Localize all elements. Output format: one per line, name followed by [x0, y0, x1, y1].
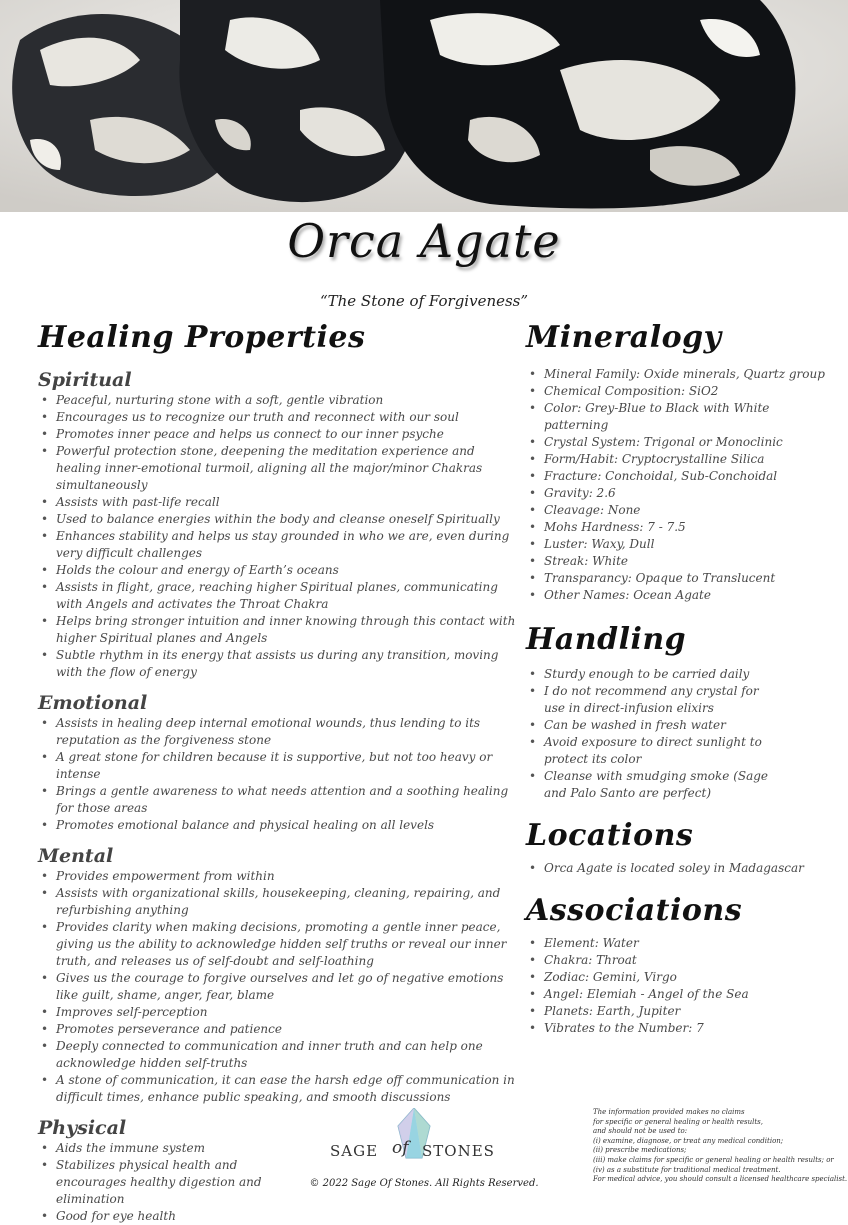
list-item: • Luster: Waxy, Dull [526, 536, 826, 553]
list-item: • Gives us the courage to forgive ourselves and let go of negative emotions like guilt, shame, anger, fear, blame [38, 970, 516, 1004]
disclaimer [593, 1108, 848, 1185]
healing-properties-heading: Healing Properties [38, 320, 366, 355]
mental-heading: Mental [38, 845, 114, 867]
healing-properties-section [38, 318, 516, 1225]
hero-photo [0, 0, 848, 212]
mineralogy-list [526, 366, 826, 604]
list-item: • Angel: Elemiah - Angel of the Sea [526, 986, 826, 1003]
list-item: • Subtle rhythm in its energy that assists us during any transition, moving with the flow of energy [38, 647, 516, 681]
list-item: • Mineral Family: Oxide minerals, Quartz group [526, 366, 826, 383]
disclaimer-line: For medical advice, you should consult a licensed healthcare specialist. [593, 1175, 848, 1184]
mental-list [38, 868, 516, 1106]
list-item: • Provides clarity when making decisions, promoting a gentle inner peace, giving us the ability to acknowledge hidden self truths or reveal our inner truth, and releases us of self-doubt and self-loathing [38, 919, 516, 970]
disclaimer-line: (iii) make claims for specific or general healing or health results; or [593, 1155, 834, 1164]
list-item: • Assists with organizational skills, housekeeping, cleaning, repairing, and refurbishing anything [38, 885, 516, 919]
orca-agate-photo [0, 0, 848, 212]
page-subtitle: “The Stone of Forgiveness” [319, 292, 529, 310]
emotional-heading: Emotional [38, 692, 148, 714]
locations-heading: Locations [526, 818, 694, 853]
list-item: • Aids the immune system [38, 1140, 308, 1157]
list-item: • Powerful protection stone, deepening the meditation experience and healing inner-emotional turmoil, aligning all the major/minor Chakras simultaneously [38, 443, 516, 494]
emotional-list [38, 715, 516, 834]
list-item: • Cleavage: None [526, 502, 826, 519]
list-item: • Encourages us to recognize our truth and reconnect with our soul [38, 409, 516, 426]
disclaimer-line: (i) examine, diagnose, or treat any medical condition; [593, 1136, 784, 1145]
disclaimer-line: (iv) as a substitute for traditional medical treatment. [593, 1165, 781, 1174]
list-item: • Can be washed in fresh water [526, 717, 776, 734]
list-item: • A stone of communication, it can ease the harsh edge off communication in difficult times, enhance public speaking, and smooth discussions [38, 1072, 516, 1106]
physical-heading: Physical [38, 1117, 127, 1139]
associations-list [526, 935, 826, 1037]
list-item: • Cleanse with smudging smoke (Sage and Palo Santo are perfect) [526, 768, 776, 802]
handling-heading: Handling [526, 622, 687, 657]
list-item: • Zodiac: Gemini, Virgo [526, 969, 826, 986]
list-item: • Assists in healing deep internal emotional wounds, thus lending to its reputation as the forgiveness stone [38, 715, 516, 749]
page-title: Orca Agate [287, 214, 561, 268]
brand-name-left: SAGE [330, 1142, 379, 1160]
locations-section [526, 816, 826, 877]
associations-section [526, 891, 826, 1037]
list-item: • I do not recommend any crystal for use in direct-infusion elixirs [526, 683, 776, 717]
disclaimer-line: (ii) prescribe medications; [593, 1146, 687, 1155]
list-item: • Promotes perseverance and patience [38, 1021, 516, 1038]
list-item: • Chemical Composition: SiO2 [526, 383, 826, 400]
mental-section [38, 844, 516, 1106]
list-item: • Stabilizes physical health and encourages healthy digestion and elimination [38, 1157, 308, 1208]
physical-section [38, 1116, 308, 1225]
list-item: • Promotes emotional balance and physical healing on all levels [38, 817, 516, 834]
mineralogy-section [526, 318, 826, 604]
list-item: • Enhances stability and helps us stay grounded in who we are, even during very difficult challenges [38, 528, 516, 562]
disclaimer-line: and should not be used to: [593, 1127, 688, 1136]
emotional-section [38, 691, 516, 834]
brand-logo [330, 1108, 500, 1168]
list-item: • Planets: Earth, Jupiter [526, 1003, 826, 1020]
list-item: • Color: Grey-Blue to Black with White patterning [526, 400, 826, 434]
list-item: • Brings a gentle awareness to what needs attention and a soothing healing for those areas [38, 783, 516, 817]
list-item: • Peaceful, nurturing stone with a soft, gentle vibration [38, 392, 516, 409]
list-item: • Other Names: Ocean Agate [526, 587, 826, 604]
list-item: • Chakra: Throat [526, 952, 826, 969]
list-item: • Deeply connected to communication and inner truth and can help one acknowledge hidden self-truths [38, 1038, 516, 1072]
spiritual-heading: Spiritual [38, 369, 132, 391]
list-item: • Helps bring stronger intuition and inner knowing through this contact with higher Spiritual planes and Angels [38, 613, 516, 647]
handling-list [526, 666, 776, 802]
list-item: • A great stone for children because it is supportive, but not too heavy or intense [38, 749, 516, 783]
list-item: • Transparancy: Opaque to Translucent [526, 570, 826, 587]
spiritual-section [38, 368, 516, 681]
right-column [526, 318, 826, 1037]
list-item: • Sturdy enough to be carried daily [526, 666, 776, 683]
disclaimer-line: The information provided makes no claims [593, 1108, 745, 1116]
list-item: • Gravity: 2.6 [526, 485, 826, 502]
list-item: • Promotes inner peace and helps us connect to our inner psyche [38, 426, 516, 443]
list-item: • Holds the colour and energy of Earth’s oceans [38, 562, 516, 579]
list-item: • Element: Water [526, 935, 826, 952]
list-item: • Assists with past-life recall [38, 494, 516, 511]
copyright: © 2022 Sage Of Stones. All Rights Reserved. [309, 1178, 539, 1189]
brand-name-right: STONES [422, 1142, 495, 1160]
handling-section [526, 620, 826, 802]
spiritual-list [38, 392, 516, 681]
associations-heading: Associations [526, 893, 743, 928]
list-item: • Form/Habit: Cryptocrystalline Silica [526, 451, 826, 468]
list-item: • Avoid exposure to direct sunlight to protect its color [526, 734, 776, 768]
list-item: • Crystal System: Trigonal or Monoclinic [526, 434, 826, 451]
list-item: • Assists in flight, grace, reaching higher Spiritual planes, communicating with Angels and activates the Throat Chakra [38, 579, 516, 613]
list-item: • Orca Agate is located soley in Madagascar [526, 860, 826, 877]
list-item: • Used to balance energies within the body and cleanse oneself Spiritually [38, 511, 516, 528]
list-item: • Mohs Hardness: 7 - 7.5 [526, 519, 826, 536]
list-item: • Streak: White [526, 553, 826, 570]
brand-name-of: of [392, 1138, 409, 1158]
locations-list [526, 860, 826, 877]
list-item: • Provides empowerment from within [38, 868, 516, 885]
mineralogy-heading: Mineralogy [526, 320, 722, 355]
list-item: • Good for eye health [38, 1208, 308, 1225]
list-item: • Fracture: Conchoidal, Sub-Conchoidal [526, 468, 826, 485]
disclaimer-line: for specific or general healing or health results, [593, 1117, 763, 1126]
list-item: • Vibrates to the Number: 7 [526, 1020, 826, 1037]
list-item: • Improves self-perception [38, 1004, 516, 1021]
